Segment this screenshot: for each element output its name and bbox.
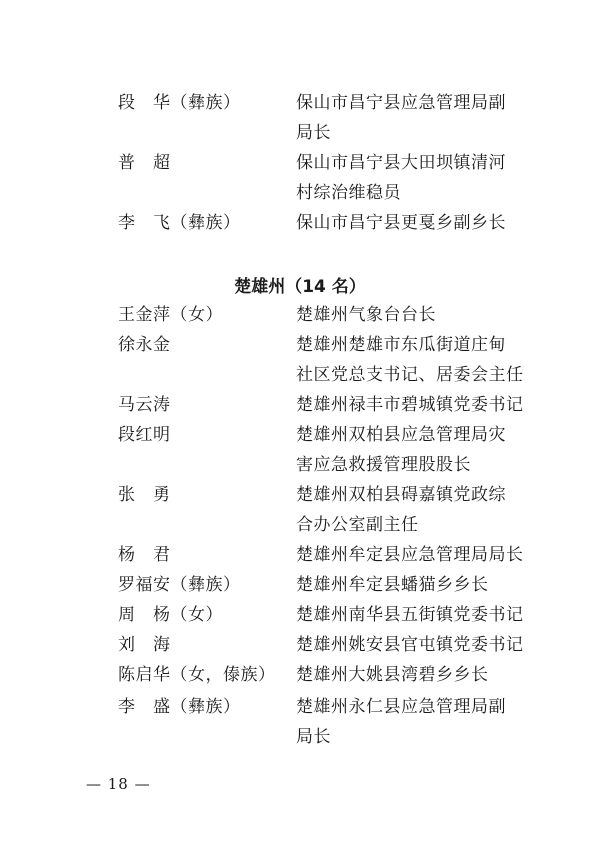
person-duty: 保山市昌宁县更戛乡副乡长: [296, 213, 506, 233]
section-title: 楚雄州（14 名）: [234, 277, 366, 297]
person-duty: 保山市昌宁县应急管理局副 局长: [296, 93, 506, 143]
person-duty: 楚雄州姚安县官屯镇党委书记: [296, 635, 524, 655]
person-name: 马云涛: [118, 395, 171, 415]
page-number: — 18 —: [86, 775, 151, 793]
person-duty: 楚雄州牟定县蟠猫乡乡长: [296, 575, 489, 595]
person-duty: 楚雄州大姚县湾碧乡乡长: [296, 665, 489, 685]
person-name: 徐永金: [118, 335, 171, 355]
person-name: 罗福安（彝族）: [118, 575, 241, 595]
person-name: 杨 君: [118, 545, 171, 565]
person-duty: 楚雄州气象台台长: [296, 305, 436, 325]
person-name: 陈启华（女，傣族）: [118, 665, 276, 685]
person-duty: 楚雄州牟定县应急管理局局长: [296, 545, 524, 565]
person-name: 刘 海: [118, 635, 171, 655]
person-duty: 楚雄州禄丰市碧城镇党委书记: [296, 395, 524, 415]
person-duty: 楚雄州南华县五街镇党委书记: [296, 605, 524, 625]
person-name: 周 杨（女）: [118, 605, 223, 625]
person-name: 李 飞（彝族）: [118, 213, 241, 233]
person-name: 段红明: [118, 425, 171, 445]
person-name: 段 华（彝族）: [118, 93, 241, 113]
person-duty: 楚雄州永仁县应急管理局副 局长: [296, 697, 506, 747]
person-name: 普 超: [118, 153, 171, 173]
person-duty: 楚雄州楚雄市东瓜街道庄甸 社区党总支书记、居委会主任: [296, 335, 524, 385]
person-name: 李 盛（彝族）: [118, 697, 241, 717]
person-name: 张 勇: [118, 485, 171, 505]
person-duty: 保山市昌宁县大田坝镇清河 村综治维稳员: [296, 153, 506, 203]
person-duty: 楚雄州双柏县应急管理局灾 害应急救援管理股股长: [296, 425, 506, 475]
person-duty: 楚雄州双柏县碍嘉镇党政综 合办公室副主任: [296, 485, 506, 535]
person-name: 王金萍（女）: [118, 305, 223, 325]
